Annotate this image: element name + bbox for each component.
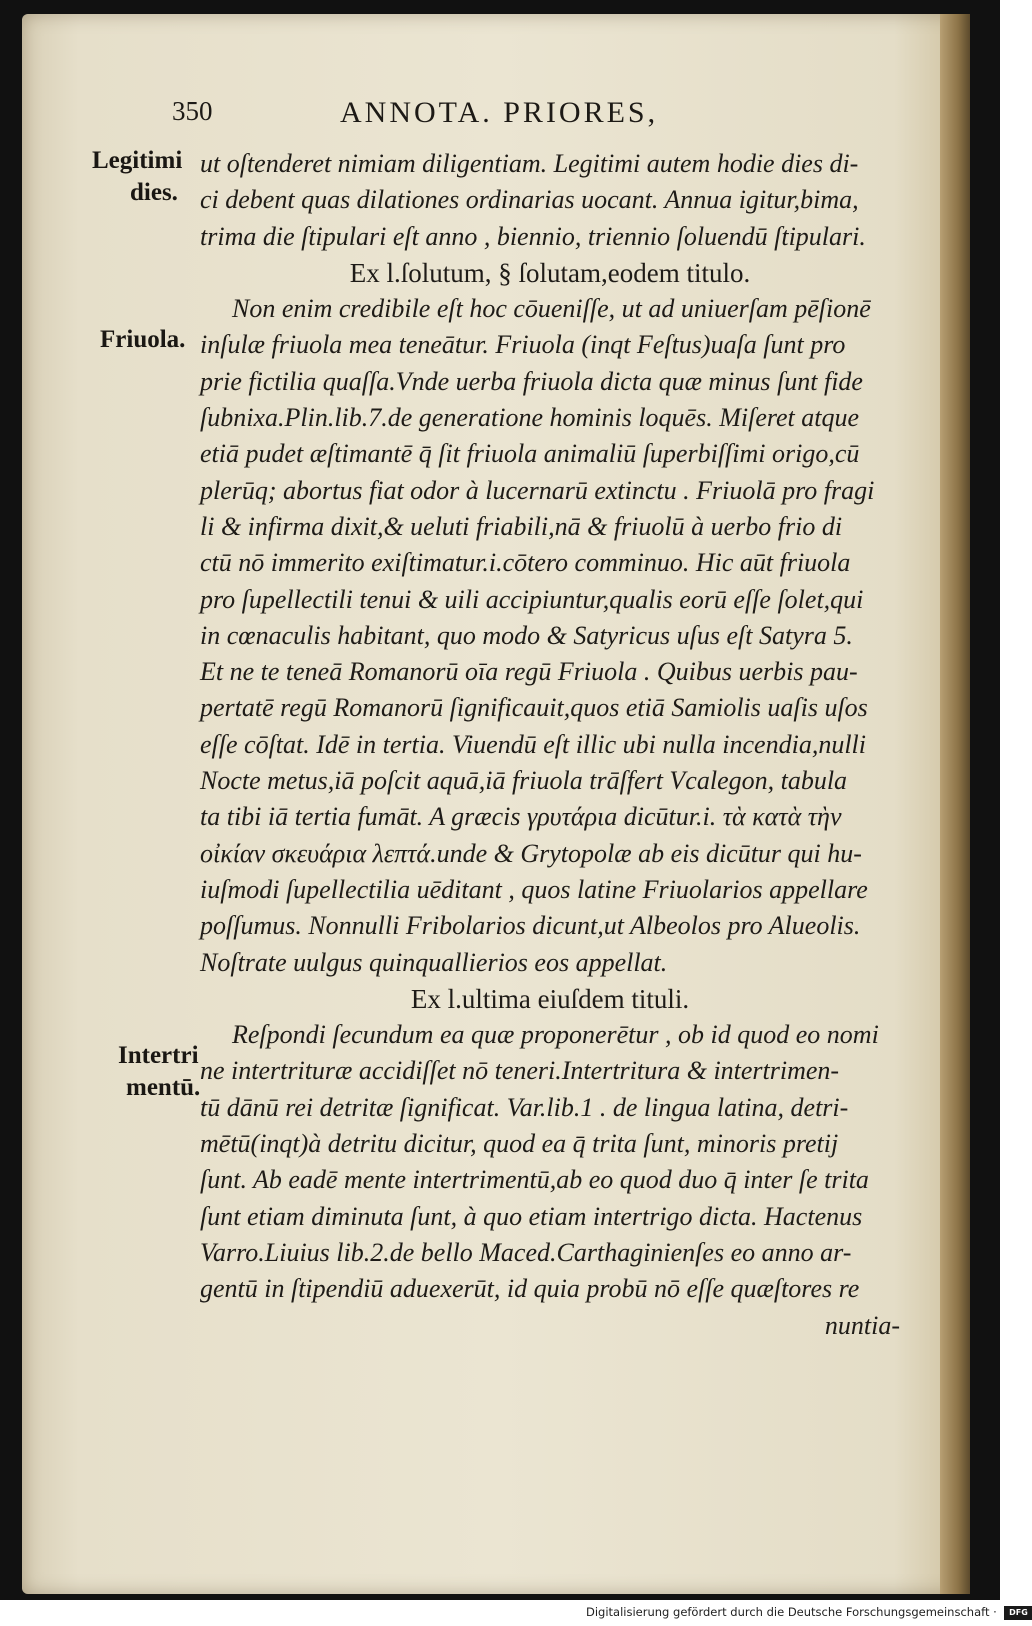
text-line: ut oſtenderet nimiam diligentiam. Legitimi autem hodie dies di-	[200, 149, 859, 178]
dfg-logo-icon: DFG	[1004, 1606, 1032, 1620]
text-line: ſunt. Ab eadē mente intertrimentū,ab eo quod duo q̄ inter ſe trita	[200, 1165, 869, 1195]
text-line: poſſumus. Nonnulli Fribolarios dicunt,ut Albeolos pro Alueolis.	[200, 911, 861, 941]
margin-note-legitimi	[92, 145, 182, 209]
text-line: pro ſupellectili tenui & uili accipiuntur,qualis eorū eſſe ſolet,qui	[200, 584, 864, 614]
text-line: Nocte metus,iā poſcit aquā,iā friuola trāſfert Vcalegon, tabula	[200, 766, 848, 796]
margin-note-intertri-line2: mentū.	[126, 1074, 201, 1101]
text-line: inſulæ friuola mea teneātur. Friuola (inqt Feſtus)uaſa ſunt pro	[200, 330, 846, 360]
text-line: prie fictilia quaſſa.Vnde uerba friuola dicta quæ minus ſunt fide	[200, 366, 863, 396]
body-text	[200, 146, 900, 1344]
text-line: οἰκίαν σκευάρια λεπτά.unde & Grytopolæ ab eis dicūtur qui hu-	[200, 838, 862, 868]
catchword: nuntia-	[824, 1310, 900, 1340]
text-line: Varro.Liuius lib.2.de bello Maced.Carthaginienſes eo anno ar-	[200, 1237, 852, 1267]
text-line: li & infirma dixit,& ueluti friabili,nā & friuolū à uerbo frio di	[200, 511, 843, 541]
page-header	[172, 96, 772, 136]
text-line: eſſe cōſtat. Idē in tertia. Viuendū eſt illic ubi nulla incendia,nulli	[200, 729, 866, 759]
text-line: Non enim credibile eſt hoc cōueniſſe, ut ad uniuerſam pēſionē	[232, 294, 871, 324]
text-line: mētū(inqt)à detritu dicitur, quod ea q̄ trita ſunt, minoris pretij	[200, 1129, 839, 1159]
text-line: in cœnaculis habitant, quo modo & Satyricus uſus eſt Satyra 5.	[200, 620, 853, 650]
running-head: ANNOTA. PRIORES,	[340, 96, 659, 129]
text-line: Reſpondi ſecundum ea quæ proponerētur , ob id quod eo nomi	[232, 1020, 879, 1050]
text-line: iuſmodi ſupellectilia uēditant , quos latine Friuolarios appellare	[200, 874, 868, 904]
margin-note-intertrimentum	[118, 1040, 200, 1104]
text-line: ne intertrituræ accidiſſet nō teneri.Intertritura & intertrimen-	[200, 1056, 840, 1086]
margin-note-friuola: Friuola.	[100, 326, 186, 353]
text-line: pertatē regū Romanorū ſignificauit,quos etiā Samiolis uaſis uſos	[200, 693, 868, 723]
margin-note-intertri-line1: Intertri	[118, 1042, 199, 1069]
footer-text: Digitalisierung gefördert durch die Deutsche Forschungsgemeinschaft ·	[586, 1605, 997, 1619]
text-line: ctū nō immerito exiſtimatur.i.cōtero comminuo. Hic aūt friuola	[200, 548, 851, 578]
text-line: gentū in ſtipendiū aduexerūt, id quia probū nō eſſe quæſtores re	[200, 1274, 860, 1304]
text-line: Noſtrate uulgus quinquallierios eos appellat.	[200, 947, 668, 977]
text-line: ci debent quas dilationes ordinarias uocant. Annua igitur,bima,	[200, 185, 859, 215]
text-line: tū dānū rei detritæ ſignificat. Var.lib.1 . de lingua latina, detri-	[200, 1092, 849, 1122]
section-heading: Ex l.ultima eiuſdem tituli.	[410, 983, 690, 1014]
margin-note-legitimi-line2: dies.	[130, 179, 178, 206]
text-line: ſubnixa.Plin.lib.7.de generatione hominis loquēs. Miſeret atque	[200, 403, 860, 433]
text-line: ta tibi iā tertia fumāt. A græcis γρυτάριa dicūtur.i. τὰ κατὰ τὴν	[200, 802, 842, 832]
margin-note-legitimi-line1: Legitimi	[92, 147, 183, 174]
page-number: 350	[172, 96, 213, 126]
section-heading: Ex l.ſolutum, § ſolutam,eodem titulo.	[349, 257, 751, 288]
page-edge	[940, 14, 970, 1594]
text-line: Et ne te teneā Romanorū oīa regū Friuola . Quibus uerbis pau-	[200, 657, 858, 687]
text-line: ſunt etiam diminuta ſunt, à quo etiam intertrigo dicta. Hactenus	[200, 1201, 863, 1231]
text-line: trima die ſtipulari eſt anno , biennio, triennio ſoluendū ſtipulari.	[200, 221, 866, 251]
text-line: plerūq; abortus fiat odor à lucernarū extinctu . Friuolā pro fragi	[200, 475, 875, 505]
text-line: etiā pudet æſtimantē q̄ ſit friuola animaliū ſuperbiſſimi origo,cū	[200, 439, 860, 469]
footer-credit	[586, 1605, 1032, 1623]
